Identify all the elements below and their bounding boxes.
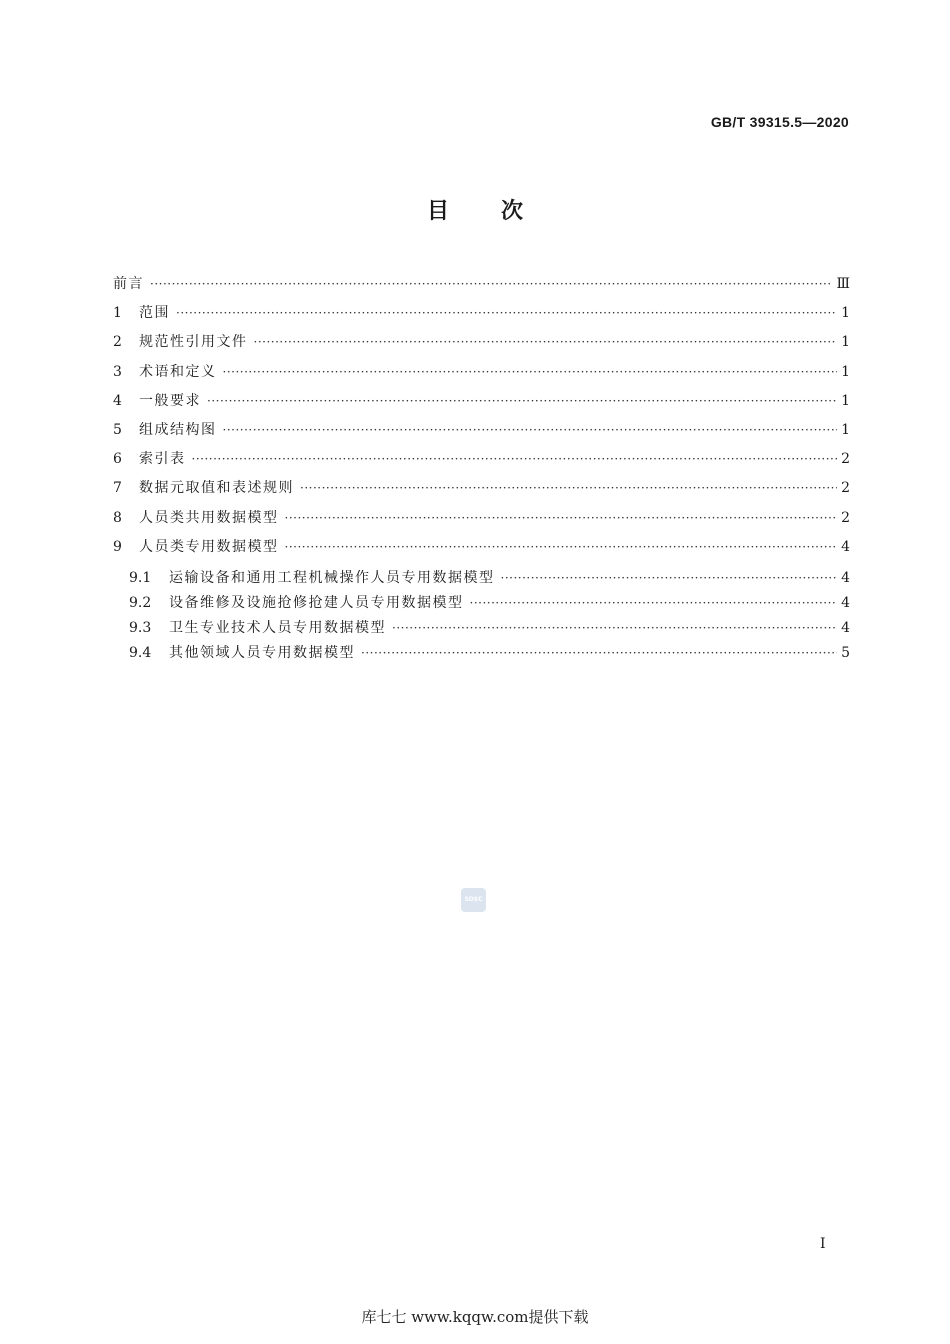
toc-entry-number: 2 [113, 334, 122, 351]
toc-entry-label: 设备维修及设施抢修抢建人员专用数据模型 [169, 594, 464, 611]
toc-entry-page: 1 [841, 392, 850, 409]
toc-entry-page: Ⅲ [836, 276, 850, 292]
toc-entry-page: 2 [841, 509, 850, 526]
toc-subentry-9-4[interactable] [113, 641, 850, 666]
toc-leader [207, 387, 837, 416]
toc-leader [300, 474, 837, 503]
standard-code: GB/T 39315.5—2020 [710, 114, 849, 130]
toc-leader [501, 566, 838, 591]
toc-entry-page: 4 [841, 594, 850, 611]
toc-entry-label: 术语和定义 [139, 363, 217, 380]
toc-leader [285, 504, 838, 533]
toc-entry-1[interactable] [113, 299, 850, 328]
toc-leader [254, 328, 838, 357]
toc-entry-label: 规范性引用文件 [139, 334, 248, 351]
toc-entry-5[interactable] [113, 416, 850, 445]
toc-entry-number: 3 [113, 363, 122, 380]
toc-entry-page: 1 [841, 363, 850, 380]
toc-leader [223, 358, 838, 387]
toc-entry-8[interactable] [113, 504, 850, 533]
toc-entry-label: 运输设备和通用工程机械操作人员专用数据模型 [169, 569, 495, 586]
toc-entry-number: 9.2 [129, 594, 152, 611]
toc-leader [192, 445, 838, 474]
toc-entry-number: 1 [113, 305, 122, 322]
toc-entry-page: 4 [841, 619, 850, 636]
toc-leader [285, 533, 838, 562]
toc-entry-page: 1 [841, 305, 850, 322]
toc-leader [470, 591, 838, 616]
toc-leader [150, 270, 832, 299]
toc-leader [223, 416, 838, 445]
toc-entry-page: 2 [841, 451, 850, 468]
toc-leader [392, 616, 837, 641]
toc-entry-label: 人员类专用数据模型 [139, 538, 279, 555]
toc-entry-label: 前言 [113, 276, 144, 292]
toc-entry-number: 9 [113, 538, 122, 555]
toc-entry-label: 卫生专业技术人员专用数据模型 [169, 619, 386, 636]
toc-title: 目次 [426, 199, 575, 224]
toc-entry-page: 1 [841, 421, 850, 438]
toc-entry-label: 范围 [139, 305, 170, 322]
toc-entry-foreword[interactable] [113, 270, 850, 299]
toc-entry-6[interactable] [113, 445, 850, 474]
toc-subentry-9-1[interactable] [113, 566, 850, 591]
toc-entry-page: 4 [841, 569, 850, 586]
toc-entry-label: 一般要求 [139, 392, 201, 409]
toc-entry-number: 7 [113, 480, 122, 497]
toc-entry-label: 其他领域人员专用数据模型 [169, 644, 355, 661]
toc-subentry-9-2[interactable] [113, 591, 850, 616]
toc-entry-7[interactable] [113, 474, 850, 503]
toc-entry-label: 索引表 [139, 451, 186, 468]
toc-entry-label: 数据元取值和表述规则 [139, 480, 294, 497]
toc-entry-label: 人员类共用数据模型 [139, 509, 279, 526]
toc-entry-2[interactable] [113, 328, 850, 357]
toc-entry-number: 4 [113, 392, 122, 409]
toc-entry-number: 9.4 [129, 644, 152, 661]
toc-subentry-9-3[interactable] [113, 616, 850, 641]
toc-entry-page: 4 [841, 538, 850, 555]
toc-entry-number: 6 [113, 451, 122, 468]
toc-entry-page: 5 [841, 644, 850, 661]
toc-entry-4[interactable] [113, 387, 850, 416]
toc-entry-number: 8 [113, 509, 122, 526]
toc-entry-page: 2 [841, 480, 850, 497]
toc-entry-9[interactable] [113, 533, 850, 562]
toc-leader [361, 641, 837, 666]
toc-leader [176, 299, 837, 328]
toc-entry-3[interactable] [113, 358, 850, 387]
table-of-contents [113, 270, 850, 666]
toc-entry-number: 9.1 [129, 569, 152, 586]
footer-download-note: 库七七 www.kqqw.com提供下载 [361, 1308, 589, 1326]
toc-entry-number: 5 [113, 421, 122, 438]
page-number: I [820, 1236, 826, 1252]
toc-entry-label: 组成结构图 [139, 421, 217, 438]
watermark-logo: SDSC [461, 888, 486, 912]
toc-entry-number: 9.3 [129, 619, 152, 636]
toc-entry-page: 1 [841, 334, 850, 351]
